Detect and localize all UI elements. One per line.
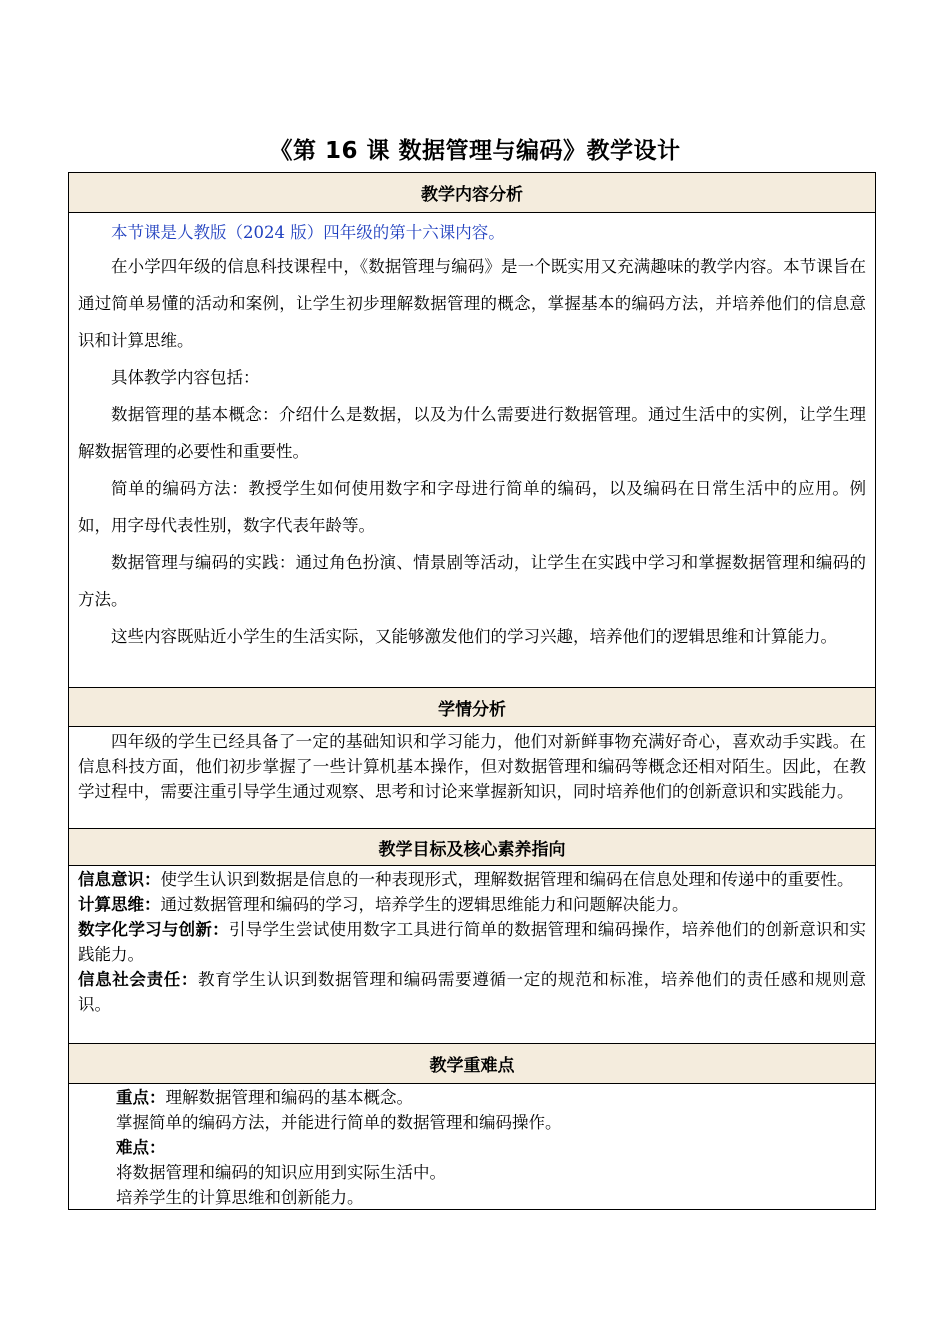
content-paragraph-1: 在小学四年级的信息科技课程中，《数据管理与编码》是一个既实用又充满趣味的教学内容。本节课旨在通过简单易懂的活动和案例，让学生初步理解数据管理的概念，掌握基本的编码方法，并培养他们的信息意识和计算思维。 (78, 257, 866, 350)
focus-item: 掌握简单的编码方法，并能进行简单的数据管理和编码操作。 (116, 1113, 562, 1132)
goal-text: 使学生认识到数据是信息的一种表现形式，理解数据管理和编码在信息处理和传递中的重要性。 (160, 870, 854, 889)
goal-item (78, 967, 866, 1017)
content-paragraph-2: 具体教学内容包括： (111, 368, 260, 387)
section-learner-analysis (69, 727, 875, 829)
content-paragraph-4: 简单的编码方法：教授学生如何使用数字和字母进行简单的编码，以及编码在日常生活中的应用。例如，用字母代表性别，数字代表年龄等。 (78, 479, 866, 535)
goal-item (78, 892, 866, 917)
section-header-key-points: 教学重难点 (69, 1044, 875, 1084)
goal-text: 引导学生尝试使用数字工具进行简单的数据管理和编码操作，培养他们的创新意识和实践能力。 (78, 920, 867, 964)
difficulty-item: 将数据管理和编码的知识应用到实际生活中。 (116, 1163, 446, 1182)
section-header-goals: 教学目标及核心素养指向 (69, 829, 875, 866)
intro-paragraph: 本节课是人教版（2024 版）四年级的第十六课内容。 (111, 223, 505, 242)
difficulty-line (116, 1135, 866, 1160)
goal-label: 数字化学习与创新： (78, 920, 229, 939)
content-paragraph-3: 数据管理的基本概念：介绍什么是数据，以及为什么需要进行数据管理。通过生活中的实例，让学生理解数据管理的必要性和重要性。 (78, 405, 866, 461)
section-header-learner-analysis: 学情分析 (69, 688, 875, 727)
focus-line (116, 1085, 866, 1110)
content-paragraph-5: 数据管理与编码的实践：通过角色扮演、情景剧等活动，让学生在实践中学习和掌握数据管理和编码的方法。 (78, 553, 866, 609)
section-key-points (69, 1084, 875, 1209)
difficulty-label: 难点： (116, 1138, 166, 1157)
learner-paragraph: 四年级的学生已经具备了一定的基础知识和学习能力，他们对新鲜事物充满好奇心，喜欢动手实践。在信息科技方面，他们初步掌握了一些计算机基本操作，但对数据管理和编码等概念还相对陌生。因此，在教学过程中，需要注重引导学生通过观察、思考和讨论来掌握新知识，同时培养他们的创新意识和实践能力。 (78, 732, 866, 801)
section-content-analysis (69, 213, 875, 688)
document-title: 《第 16 课 数据管理与编码》教学设计 (269, 138, 681, 164)
section-goals (69, 866, 875, 1044)
goal-text: 教育学生认识到数据管理和编码需要遵循一定的规范和标准，培养他们的责任感和规则意识。 (78, 970, 867, 1014)
goal-label: 信息意识： (78, 870, 161, 889)
content-paragraph-6: 这些内容既贴近小学生的生活实际，又能够激发他们的学习兴趣，培养他们的逻辑思维和计算能力。 (111, 627, 837, 646)
focus-item: 理解数据管理和编码的基本概念。 (165, 1088, 413, 1107)
goal-label: 计算思维： (78, 895, 161, 914)
goal-label: 信息社会责任： (78, 970, 199, 989)
focus-label: 重点： (116, 1088, 166, 1107)
goal-item (78, 867, 866, 892)
goal-text: 通过数据管理和编码的学习，培养学生的逻辑思维能力和问题解决能力。 (160, 895, 689, 914)
section-header-content-analysis: 教学内容分析 (69, 173, 875, 213)
difficulty-item: 培养学生的计算思维和创新能力。 (116, 1188, 364, 1207)
goal-item (78, 917, 866, 967)
lesson-plan-table (68, 172, 876, 1210)
